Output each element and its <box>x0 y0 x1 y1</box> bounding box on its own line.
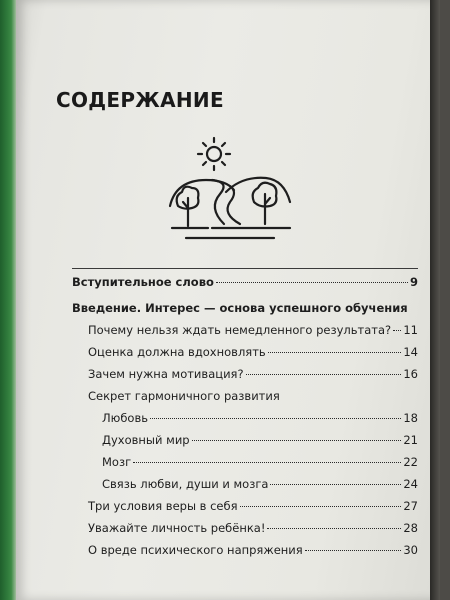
toc-entry-label: О вреде психического напряжения <box>88 543 303 557</box>
toc-entry <box>72 543 418 565</box>
toc-entry-page: 11 <box>403 323 418 337</box>
toc-subentry <box>72 477 418 499</box>
toc-entry-page: 30 <box>403 543 418 557</box>
toc-entry-page: 28 <box>403 521 418 535</box>
toc-entry <box>72 367 418 389</box>
toc-entry-page: 18 <box>403 411 418 425</box>
dot-leader <box>270 484 401 485</box>
toc-subentry <box>72 433 418 455</box>
toc-entry-label: Мозг <box>102 455 132 469</box>
toc-entry-label: Зачем нужна мотивация? <box>88 367 244 381</box>
dot-leader <box>267 528 401 529</box>
divider <box>72 268 418 269</box>
book-page <box>16 0 440 600</box>
dot-leader <box>246 374 402 375</box>
toc-entry-intro <box>72 275 418 297</box>
toc-entry-label: Связь любви, души и мозга <box>102 477 269 491</box>
dot-leader <box>192 440 402 441</box>
toc-entry <box>72 345 418 367</box>
toc-entry-page: 16 <box>403 367 418 381</box>
toc-entry <box>72 521 418 543</box>
toc-entry-page: 27 <box>403 499 418 513</box>
toc-section-heading <box>72 301 418 323</box>
toc-entry-label: Оценка должна вдохновлять <box>88 345 266 359</box>
page-title: СОДЕРЖАНИЕ <box>56 88 224 112</box>
dot-leader <box>393 330 401 331</box>
book-spine <box>0 0 16 600</box>
dot-leader <box>305 550 402 551</box>
dot-leader <box>216 282 408 283</box>
toc-entry-page: 22 <box>403 455 418 469</box>
sun-over-hills-with-trees-icon <box>166 136 296 244</box>
toc-entry-label: Духовный мир <box>102 433 190 447</box>
toc-entry-page: 24 <box>403 477 418 491</box>
dot-leader <box>240 506 402 507</box>
toc-entry-page: 9 <box>409 275 418 289</box>
toc-entry <box>72 499 418 521</box>
toc-entry-label: Почему нельзя ждать немедленного результата? <box>88 323 392 337</box>
toc-entry <box>72 323 418 345</box>
page-edge-shadow <box>430 0 440 600</box>
toc-group-heading <box>72 389 418 411</box>
dot-leader <box>133 462 401 463</box>
toc-entry-page: 21 <box>403 433 418 447</box>
dot-leader <box>268 352 402 353</box>
toc-entry-label: Три условия веры в себя <box>88 499 238 513</box>
toc-entry-label: Любовь <box>102 411 149 425</box>
table-of-contents <box>72 268 418 565</box>
toc-entry-label: Уважайте личность ребёнка! <box>88 521 266 535</box>
toc-section-label: Введение. Интерес — основа успешного обучения <box>72 301 408 315</box>
toc-group-label: Секрет гармоничного развития <box>88 389 280 403</box>
toc-entry-label: Вступительное слово <box>72 275 214 289</box>
toc-entry-page: 14 <box>403 345 418 359</box>
toc-subentry <box>72 411 418 433</box>
toc-subentry <box>72 455 418 477</box>
dot-leader <box>150 418 401 419</box>
